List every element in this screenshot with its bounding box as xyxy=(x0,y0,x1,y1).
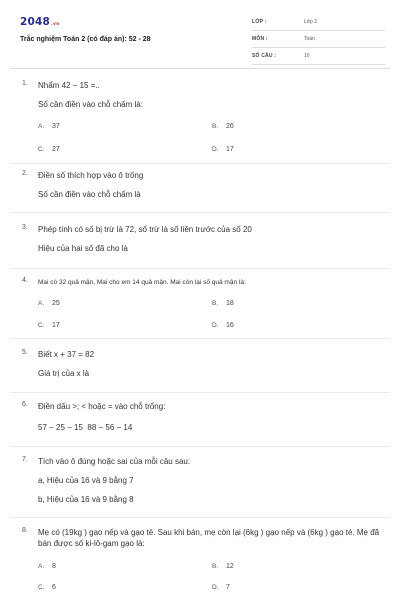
question-number: 2. xyxy=(22,170,28,177)
option-d[interactable] xyxy=(212,146,234,153)
option-letter: A. xyxy=(38,123,45,130)
option-b[interactable] xyxy=(212,300,234,307)
option-text: 8 xyxy=(52,563,56,570)
question-subtext: b, Hiệu của 16 và 9 bằng 8 xyxy=(38,495,134,504)
question-subtext: a, Hiệu của 16 và 9 bằng 7 xyxy=(38,476,134,485)
option-text: 25 xyxy=(52,300,60,307)
question-text: Phép tính có số bị trừ là 72, số trừ là số liền trước của số 20 xyxy=(38,225,252,234)
option-a[interactable] xyxy=(38,123,60,130)
option-text: 26 xyxy=(226,123,234,130)
logo-suffix: .vn xyxy=(51,21,60,27)
meta-label: SỐ CÂU : xyxy=(252,53,277,59)
question-subtext: Số cần điền vào chỗ chấm là: xyxy=(38,100,143,109)
option-text: 16 xyxy=(226,322,234,329)
page-title: Trắc nghiệm Toán 2 (có đáp án): 52 - 28 xyxy=(20,36,151,43)
header-divider xyxy=(10,68,390,69)
option-letter: D. xyxy=(212,584,219,591)
question-subtext: Giá trị của x là xyxy=(38,369,90,378)
question-number: 5. xyxy=(22,349,28,356)
meta-label: MÔN : xyxy=(252,36,268,42)
question-divider xyxy=(10,163,390,164)
question-text: Điền dấu >; < hoặc = vào chỗ trống: xyxy=(38,402,166,411)
option-letter: C. xyxy=(38,146,45,153)
meta-value: Toán xyxy=(304,36,315,42)
question-divider xyxy=(10,446,390,447)
option-text: 37 xyxy=(52,123,60,130)
option-a[interactable] xyxy=(38,563,56,570)
question-text: Mẹ có (19kg ) gạo nếp và gạo tẻ. Sau khi bán, mẹ còn lại (6kg ) gạo nếp và (6kg ) gạo tẻ. Mẹ đã bán được số ki-lô-gam gạo là: xyxy=(38,528,380,548)
option-b[interactable] xyxy=(212,563,234,570)
option-c[interactable] xyxy=(38,584,56,591)
option-text: 17 xyxy=(52,322,60,329)
option-letter: A. xyxy=(38,563,45,570)
worksheet-header xyxy=(20,14,385,66)
question-divider xyxy=(10,268,390,269)
meta-row-subject xyxy=(252,33,385,48)
question-number: 6. xyxy=(22,401,28,408)
option-b[interactable] xyxy=(212,123,234,130)
question-text: Tích vào ô đúng hoặc sai của mỗi câu sau: xyxy=(38,457,191,466)
question-number: 3. xyxy=(22,224,28,231)
question-subtext: 57 − 25 − 15 88 − 56 − 14 xyxy=(38,423,133,432)
question-subtext: Hiệu của hai số đã cho là xyxy=(38,244,128,253)
question-number: 4. xyxy=(22,277,28,284)
option-letter: C. xyxy=(38,322,45,329)
option-letter: C. xyxy=(38,584,45,591)
question-divider xyxy=(10,517,390,518)
question-divider xyxy=(10,338,390,339)
meta-row-grade xyxy=(252,16,385,31)
option-text: 6 xyxy=(52,584,56,591)
meta-row-count xyxy=(252,50,385,65)
question-divider xyxy=(10,392,390,393)
option-letter: D. xyxy=(212,146,219,153)
question-number: 7. xyxy=(22,456,28,463)
question-number: 1. xyxy=(22,80,28,87)
option-text: 18 xyxy=(226,300,234,307)
option-letter: B. xyxy=(212,563,219,570)
question-subtext: Số cần điền vào chỗ chấm là xyxy=(38,190,141,199)
meta-value: Lớp 2 xyxy=(304,19,318,25)
site-logo[interactable] xyxy=(20,16,59,28)
option-d[interactable] xyxy=(212,584,230,591)
meta-info xyxy=(252,16,385,67)
option-text: 17 xyxy=(226,146,234,153)
option-c[interactable] xyxy=(38,322,60,329)
meta-label: LỚP : xyxy=(252,19,267,25)
question-text: Mai có 32 quả mận, Mai cho em 14 quả mận. Mai còn lại số quả mận là: xyxy=(38,279,246,286)
question-number: 8. xyxy=(22,527,28,534)
question-text: Điền số thích hợp vào ô trống xyxy=(38,171,144,180)
option-letter: B. xyxy=(212,123,219,130)
option-text: 12 xyxy=(226,563,234,570)
meta-value: 10 xyxy=(304,53,310,59)
question-text: Nhẩm 42 − 15 =.. xyxy=(38,81,100,90)
option-a[interactable] xyxy=(38,300,60,307)
option-d[interactable] xyxy=(212,322,234,329)
option-c[interactable] xyxy=(38,146,60,153)
question-divider xyxy=(10,212,390,213)
logo-text: 2048 xyxy=(20,16,51,28)
option-text: 27 xyxy=(52,146,60,153)
option-letter: D. xyxy=(212,322,219,329)
option-letter: B. xyxy=(212,300,219,307)
option-letter: A. xyxy=(38,300,45,307)
question-text: Biết x + 37 = 82 xyxy=(38,350,95,359)
option-text: 7 xyxy=(226,584,230,591)
